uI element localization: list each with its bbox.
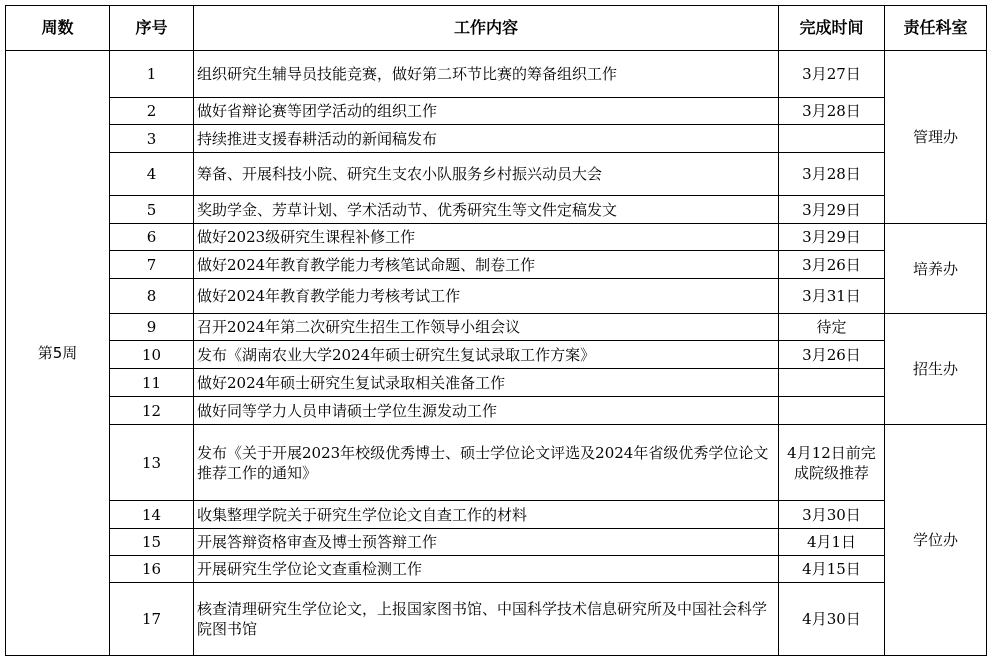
header-content: 工作内容 [194,6,779,51]
row-number: 4 [110,153,194,196]
row-time: 待定 [779,314,885,341]
row-number: 17 [110,583,194,656]
row-time: 3月31日 [779,279,885,314]
row-number: 15 [110,529,194,556]
row-time: 3月27日 [779,51,885,98]
table-row [6,153,987,196]
table-row [6,529,987,556]
dept-cell-training: 培养办 [885,224,987,314]
table-row [6,224,987,251]
table-row [6,556,987,583]
row-content: 做好省辩论赛等团学活动的组织工作 [194,98,779,125]
row-number: 7 [110,251,194,279]
row-content: 奖助学金、芳草计划、学术活动节、优秀研究生等文件定稿发文 [194,196,779,224]
row-time: 3月29日 [779,196,885,224]
table-row [6,251,987,279]
dept-cell-admissions: 招生办 [885,314,987,425]
header-week: 周数 [6,6,110,51]
row-time: 3月28日 [779,98,885,125]
table-row [6,425,987,501]
table-row [6,583,987,656]
header-time: 完成时间 [779,6,885,51]
dept-cell-degree: 学位办 [885,425,987,656]
row-content: 收集整理学院关于研究生学位论文自查工作的材料 [194,501,779,529]
header-no: 序号 [110,6,194,51]
row-content: 做好2024年教育教学能力考核考试工作 [194,279,779,314]
work-schedule-table [5,5,987,656]
row-content: 做好2024年教育教学能力考核笔试命题、制卷工作 [194,251,779,279]
row-number: 3 [110,125,194,153]
row-time: 4月15日 [779,556,885,583]
row-content: 召开2024年第二次研究生招生工作领导小组会议 [194,314,779,341]
table-row [6,51,987,98]
row-content: 开展研究生学位论文查重检测工作 [194,556,779,583]
row-time: 4月30日 [779,583,885,656]
row-number: 13 [110,425,194,501]
table-row [6,397,987,425]
row-time: 3月30日 [779,501,885,529]
row-content: 核查清理研究生学位论文，上报国家图书馆、中国科学技术信息研究所及中国社会科学院图书馆 [194,583,779,656]
table-row [6,341,987,369]
row-number: 9 [110,314,194,341]
row-number: 10 [110,341,194,369]
row-number: 16 [110,556,194,583]
table-row [6,314,987,341]
row-content: 做好同等学力人员申请硕士学位生源发动工作 [194,397,779,425]
row-time: 3月26日 [779,251,885,279]
row-content: 发布《关于开展2023年校级优秀博士、硕士学位论文评选及2024年省级优秀学位论文推荐工作的通知》 [194,425,779,501]
row-time: 4月12日前完成院级推荐 [779,425,885,501]
header-row [6,6,987,51]
table-row [6,369,987,397]
row-content: 发布《湖南农业大学2024年硕士研究生复试录取工作方案》 [194,341,779,369]
row-time [779,369,885,397]
row-number: 6 [110,224,194,251]
row-number: 12 [110,397,194,425]
row-number: 14 [110,501,194,529]
week-cell: 第5周 [6,51,110,656]
row-content: 筹备、开展科技小院、研究生支农小队服务乡村振兴动员大会 [194,153,779,196]
row-number: 8 [110,279,194,314]
table-row [6,125,987,153]
row-content: 做好2023级研究生课程补修工作 [194,224,779,251]
row-time: 3月26日 [779,341,885,369]
row-time: 3月29日 [779,224,885,251]
row-time [779,125,885,153]
row-number: 11 [110,369,194,397]
table-row [6,196,987,224]
table-row [6,98,987,125]
row-number: 5 [110,196,194,224]
row-number: 1 [110,51,194,98]
table-row [6,279,987,314]
row-content: 持续推进支援春耕活动的新闻稿发布 [194,125,779,153]
row-content: 开展答辩资格审查及博士预答辩工作 [194,529,779,556]
row-time [779,397,885,425]
row-content: 做好2024年硕士研究生复试录取相关准备工作 [194,369,779,397]
table-row [6,501,987,529]
row-number: 2 [110,98,194,125]
dept-cell-management: 管理办 [885,51,987,224]
row-time: 4月1日 [779,529,885,556]
header-dept: 责任科室 [885,6,987,51]
row-time: 3月28日 [779,153,885,196]
row-content: 组织研究生辅导员技能竞赛，做好第二环节比赛的筹备组织工作 [194,51,779,98]
